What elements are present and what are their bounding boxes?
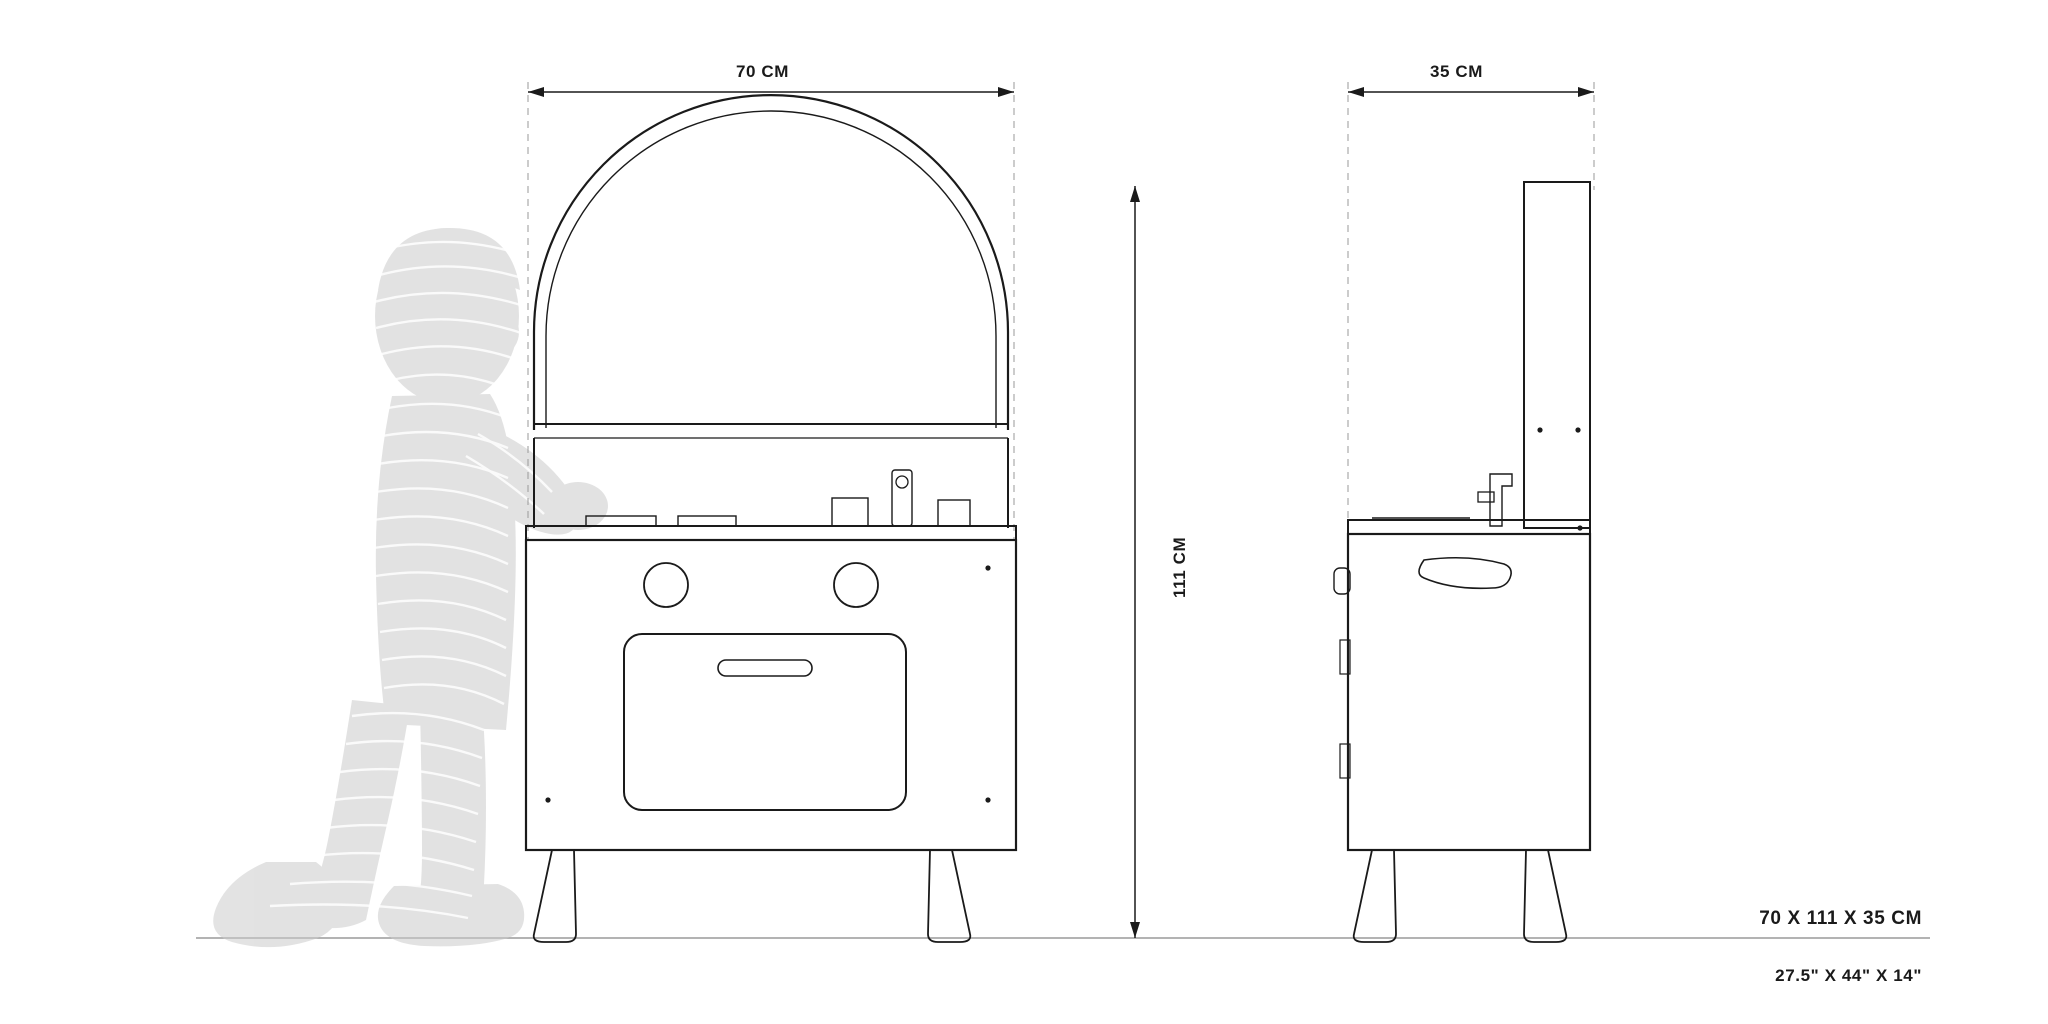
side-leg-right (1524, 850, 1566, 942)
side-back-screw-bottom (1575, 427, 1580, 432)
countertop-slab (526, 526, 1016, 540)
side-door-handle (1419, 558, 1511, 589)
screw-top-right (985, 565, 990, 570)
side-faucet-spout (1478, 492, 1494, 502)
front-leg-left (534, 850, 576, 942)
side-leg-left (1354, 850, 1396, 942)
height-arrow-top (1130, 186, 1140, 202)
side-back-screw-top (1537, 427, 1542, 432)
counter-faucet-knob (896, 476, 908, 488)
depth-dimension-label: 35 CM (1430, 62, 1484, 81)
burner-left (644, 563, 688, 607)
width-arrow-left (528, 87, 544, 97)
spec-metric: 70 X 111 X 35 CM (1759, 908, 1922, 929)
lower-cabinet-body (526, 540, 1016, 850)
side-elevation-view (1334, 82, 1594, 942)
width-dimension-label: 70 CM (736, 62, 790, 81)
side-back-panel (1524, 182, 1590, 528)
depth-arrow-right (1578, 87, 1594, 97)
side-back-screw-low (1577, 525, 1582, 530)
screw-bottom-right (985, 797, 990, 802)
height-dimension (1130, 186, 1140, 938)
oven-door-handle (718, 660, 812, 676)
front-leg-right (928, 850, 970, 942)
burner-right (834, 563, 878, 607)
screw-bottom-left (545, 797, 550, 802)
counter-faucet-post (892, 470, 912, 526)
human-silhouette (213, 228, 608, 947)
side-cabinet-body (1348, 534, 1590, 850)
side-faucet (1490, 474, 1512, 526)
counter-canister-left (832, 498, 868, 526)
height-arrow-bottom (1130, 922, 1140, 938)
counter-canister-right (938, 500, 970, 526)
spec-imperial: 27.5" X 44" X 14" (1775, 966, 1922, 985)
width-arrow-right (998, 87, 1014, 97)
height-dimension-label: 111 CM (1170, 536, 1189, 598)
hood-inner-arch (546, 111, 996, 428)
depth-arrow-left (1348, 87, 1364, 97)
counter-tray-mid (678, 516, 736, 526)
hood-outer-arch (534, 95, 1008, 430)
